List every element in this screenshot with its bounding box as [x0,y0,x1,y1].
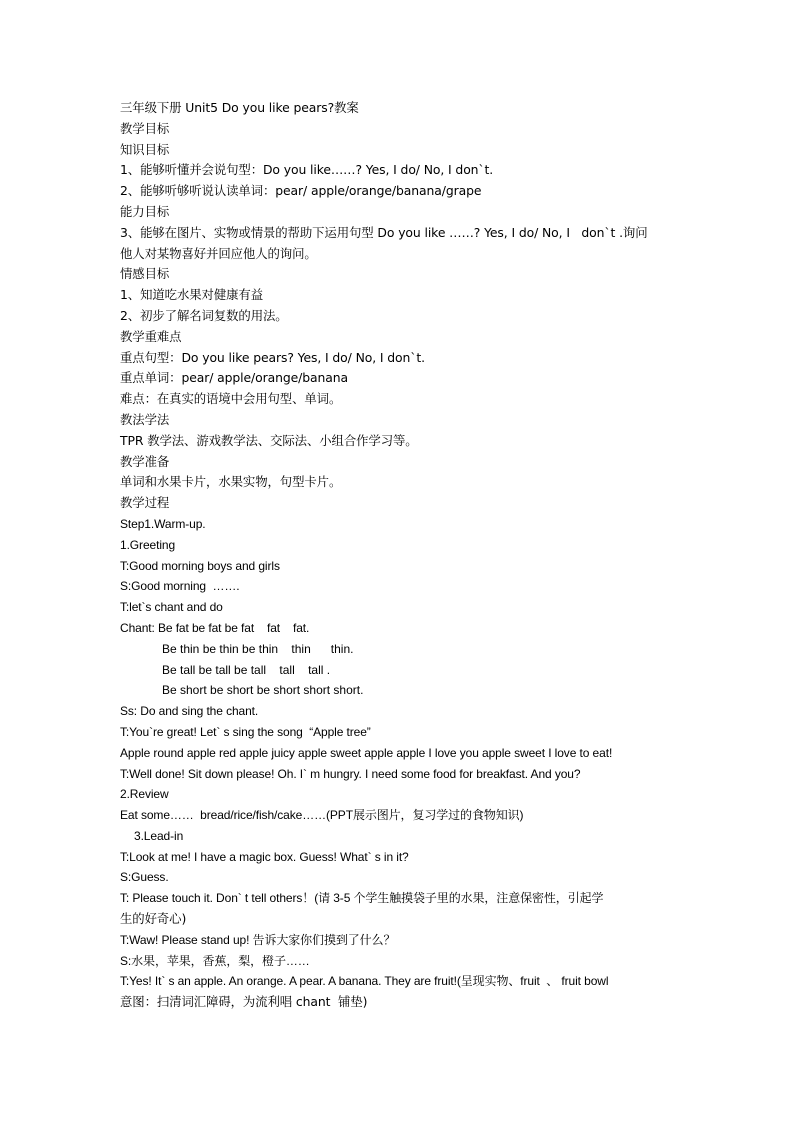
text-line: 1、知道吃水果对健康有益 [120,287,263,303]
dialogue-line: T:Waw! Please stand up! 告诉大家你们摸到了什么？ [120,932,396,947]
dialogue-line: T:Good morning boys and girls [120,558,280,573]
lesson-plan-document [120,98,690,1013]
dialogue-line: T:Look at me! I have a magic box. Guess! What` s in it? [120,849,409,864]
section-heading-teaching-goals: 教学目标 [120,120,170,136]
dialogue-line: T:You`re great! Let` s sing the song “Apple tree” [120,724,371,739]
dialogue-line: T:Yes! It` s an apple. An orange. A pear. A banana. They are fruit!(呈现实物、fruit 、 fruit bowl [120,974,609,989]
text-line: 3、能够在图片、实物或情景的帮助下运用句型 Do you like ……? Yes, I do/ No, I don`t .询问 [120,224,648,240]
section-heading-teaching-methods: 教法学法 [120,411,170,427]
text-line: 重点单词：pear/ apple/orange/banana [120,370,348,386]
text-line: 1、能够听懂并会说句型：Do you like……? Yes, I do/ No, I don`t. [120,162,494,178]
subheading-ability-goals: 能力目标 [120,203,170,219]
dialogue-line: S:Guess. [120,870,169,885]
document-title: 三年级下册 Unit5 Do you like pears?教案 [120,100,359,115]
chant-line [120,680,690,701]
step-heading: Step1.Warm-up. [120,516,206,531]
substep-heading: 1.Greeting [120,537,176,552]
text-line: 生的好奇心) [120,911,187,927]
subheading-emotional-goals: 情感目标 [120,266,170,282]
substep-heading: 2.Review [120,787,169,802]
text-line: 2、能够听够听说认读单词：pear/ apple/orange/banana/grape [120,183,482,199]
dialogue-line: T:let`s chant and do [120,600,223,615]
text-line: 2、初步了解名词复数的用法。 [120,307,288,323]
section-heading-key-points: 教学重难点 [120,328,182,344]
text-line: 难点：在真实的语境中会用句型、单词。 [120,391,342,407]
song-lyrics: Apple round apple red apple juicy apple sweet apple apple I love you apple sweet I love to eat! [120,745,613,760]
section-heading-preparation: 教学准备 [120,453,170,469]
chant-line [120,660,690,681]
chant-text: Be tall be tall be tall tall tall . [162,662,331,677]
dialogue-line: Ss: Do and sing the chant. [120,704,259,719]
dialogue-line: S:Good morning ……. [120,579,240,594]
section-heading-teaching-process: 教学过程 [120,495,170,511]
substep-heading: 3.Lead-in [134,828,184,843]
text-line: 他人对某物喜好并回应他人的询问。 [120,245,317,261]
dialogue-line: T:Well done! Sit down please! Oh. I` m hungry. I need some food for breakfast. And you? [120,766,581,781]
text-line: TPR 教学法、游戏教学法、交际法、小组合作学习等。 [120,432,418,448]
subheading-knowledge-goals: 知识目标 [120,141,170,157]
text-line: 意图：扫清词汇障碍，为流利唱 chant 铺垫) [120,994,368,1010]
text-line: 重点句型：Do you like pears? Yes, I do/ No, I don`t. [120,349,425,365]
chant-text: Be thin be thin be thin thin thin. [162,641,354,656]
dialogue-line: S:水果，苹果，香蕉，梨，橙子…… [120,953,310,968]
text-line: Eat some…… bread/rice/fish/cake……(PPT展示图片，复习学过的食物知识) [120,808,524,823]
dialogue-line: T: Please touch it. Don` t tell others！(请 3-5 个学生触摸袋子里的水果，注意保密性，引起学 [120,891,604,906]
chant-line [120,639,690,660]
chant-text: Be short be short be short short short. [162,683,364,698]
text-line: 单词和水果卡片，水果实物，句型卡片。 [120,474,342,490]
chant-line: Chant: Be fat be fat be fat fat fat. [120,620,310,635]
